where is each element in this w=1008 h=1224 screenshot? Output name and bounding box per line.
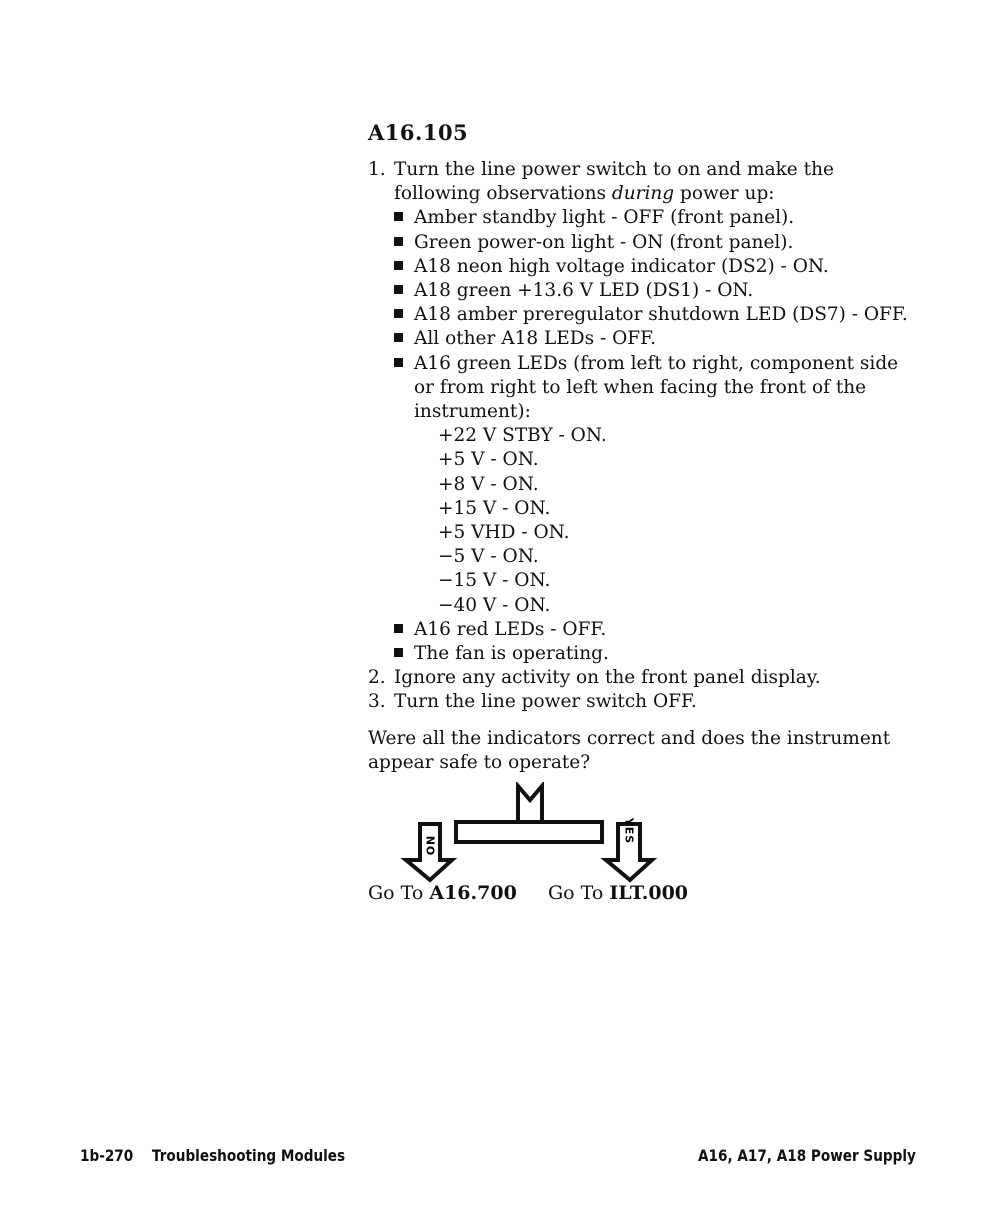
bullet-text: A18 green +13.6 V LED (DS1) - ON.	[414, 280, 754, 302]
bullet-item	[368, 642, 928, 666]
square-bullet-icon	[394, 206, 414, 230]
branch-stem	[518, 786, 542, 822]
square-bullet-icon	[394, 279, 414, 303]
no-goto-link[interactable]	[368, 882, 517, 904]
decision-question-line: appear safe to operate?	[368, 751, 591, 773]
bullet-item	[368, 279, 928, 303]
bullet-item	[368, 255, 928, 279]
bullet-text: A18 amber preregulator shutdown LED (DS7) - OFF.	[414, 304, 908, 326]
bullet-item	[368, 352, 928, 376]
led-status-line: +15 V - ON.	[438, 497, 551, 519]
bullet-text: All other A18 LEDs - OFF.	[414, 328, 656, 350]
goto-target: ILT.000	[609, 882, 689, 904]
step-number: 3.	[368, 691, 386, 713]
footer-right: A16, A17, A18 Power Supply	[698, 1146, 916, 1165]
no-label: NO	[423, 835, 437, 857]
section-heading: A16.105	[368, 120, 469, 145]
bullet-item	[368, 303, 928, 327]
decision-branch-diagram	[400, 782, 660, 892]
step-number: 2.	[368, 667, 386, 689]
footer-left	[80, 1146, 345, 1165]
bullet-text: A16 green LEDs (from left to right, component side	[414, 352, 899, 374]
page-number: 1b-270	[80, 1146, 134, 1165]
step-text: Turn the line power switch OFF.	[394, 691, 697, 713]
footer-section: Troubleshooting Modules	[151, 1146, 346, 1165]
bullet-item	[368, 206, 928, 230]
led-status-line: −5 V - ON.	[438, 546, 539, 568]
bullet-item	[368, 618, 928, 642]
goto-target: A16.700	[429, 882, 517, 904]
goto-prefix: Go To	[548, 882, 610, 904]
square-bullet-icon	[394, 352, 414, 376]
square-bullet-icon	[394, 642, 414, 666]
step-2	[368, 666, 928, 690]
emphasis-text: during	[611, 183, 675, 205]
square-bullet-icon	[394, 327, 414, 351]
led-status-line: −40 V - ON.	[438, 594, 551, 616]
step-number: 1.	[368, 159, 386, 180]
square-bullet-icon	[394, 231, 414, 255]
square-bullet-icon	[394, 618, 414, 642]
step-3	[368, 690, 928, 714]
bullet-item	[368, 327, 928, 351]
procedure-body	[368, 158, 928, 775]
goto-prefix: Go To	[368, 882, 430, 904]
bullet-item	[368, 231, 928, 255]
branch-bar	[456, 822, 602, 842]
led-status-line: +22 V STBY - ON.	[438, 425, 607, 447]
step-text: Turn the line power switch to on and make the	[394, 159, 834, 180]
bullet-text: Green power-on light - ON (front panel).	[414, 231, 794, 253]
led-status-line: +8 V - ON.	[438, 473, 539, 495]
bullet-continuation: instrument):	[414, 401, 531, 423]
bullet-text: The fan is operating.	[414, 643, 609, 665]
step-text: following observations	[394, 183, 612, 205]
bullet-text: A16 red LEDs - OFF.	[414, 618, 607, 640]
step-1-line-2	[368, 182, 928, 206]
step-1-line-1	[368, 158, 928, 182]
yes-goto-link[interactable]	[548, 882, 688, 904]
square-bullet-icon	[394, 303, 414, 327]
yes-label: YES	[622, 817, 636, 845]
step-text: Ignore any activity on the front panel display.	[394, 667, 821, 689]
led-status-line: +5 VHD - ON.	[438, 522, 570, 544]
step-text: power up:	[674, 183, 775, 205]
bullet-text: Amber standby light - OFF (front panel).	[414, 207, 795, 229]
square-bullet-icon	[394, 255, 414, 279]
led-status-line: +5 V - ON.	[438, 449, 539, 471]
bullet-continuation: or from right to left when facing the front of the	[414, 376, 867, 398]
led-status-line: −15 V - ON.	[438, 570, 551, 592]
bullet-text: A18 neon high voltage indicator (DS2) - ON.	[414, 255, 829, 277]
decision-question-line: Were all the indicators correct and does the instrument	[368, 727, 891, 749]
